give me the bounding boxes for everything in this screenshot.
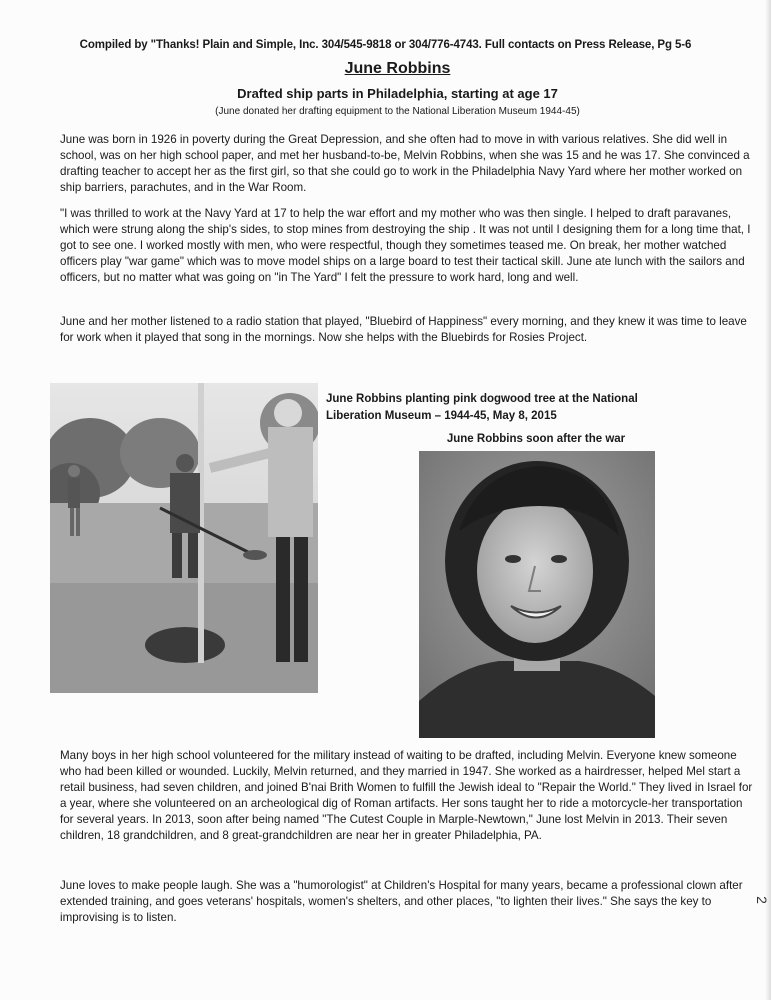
portrait-photo-caption: June Robbins soon after the war bbox=[446, 433, 626, 445]
page-title: June Robbins bbox=[344, 60, 451, 77]
paragraph-navy-yard-quote: "I was thrilled to work at the Navy Yard at 17 to help the war effort and my mother who was then single. I helped to draft paravanes, which were strung along the ship's sides, to stop mines from destroying the ship . It was not until I designing them for a long time that, I got to see one. I worked mostly with men, who were respectful, though they sometimes teased me. On break, her mother watched officers play "war game" which was to move model ships on a large board to test their tactical skill. June ate lunch with the sailors and officers, but no matter what was going on "in The Yard" I felt the pressure to work hard, long and well. bbox=[60, 207, 751, 284]
paragraph-bluebird: June and her mother listened to a radio station that played, "Bluebird of Happiness" every morning, and they knew it was time to leave for work when it played that song in the mornings. Now she helps with the Bluebirds for Rosies Project. bbox=[60, 315, 747, 344]
page-subtitle: Drafted ship parts in Philadelphia, starting at age 17 bbox=[237, 86, 558, 101]
paragraph-marriage-family: Many boys in her high school volunteered for the military instead of waiting to be drafted, including Melvin. Everyone knew someone who had been killed or wounded. Luckily, Melvin returned, and they married in 1947. She worked as a hairdresser, helped Mel start a retail business, had seven children, and joined B'nai Brith Women to fulfill the Jewish ideal to "Repair the World." They lived in Israel for a year, where she volunteered on an archeological dig of Roman artifacts. Her sons taught her to ride a motorcycle-her transportation for several years. In 2013, soon after being named "The Cutest Couple in Marple-Newtown," June lost Melvin in 2013. Their seven children, 18 grandchildren, and 8 great-grandchildren are near her in greater Philadelphia, PA. bbox=[60, 749, 753, 842]
handwritten-page-mark: 2 bbox=[753, 896, 770, 904]
tree-planting-photo bbox=[50, 383, 318, 693]
portrait-photo bbox=[419, 451, 655, 738]
compiled-by-line: Compiled by "Thanks! Plain and Simple, Inc. 304/545-9818 or 304/776-4743. Full contacts on Press Release, Pg 5-6 bbox=[79, 39, 692, 51]
donation-note: (June donated her drafting equipment to the National Liberation Museum 1944-45) bbox=[215, 106, 580, 117]
paragraph-early-life: June was born in 1926 in poverty during the Great Depression, and she often had to move in with various relatives. She did well in school, was on her high school paper, and met her husband-to-be, Melvin Robbins, when she was 15 and he was 17. She convinced a drafting teacher to accept her as the first girl, so that she could go to work in the Philadelphia Navy Yard where her mother worked on ship barriers, parachutes, and in the War Room. bbox=[60, 133, 750, 194]
tree-photo-caption: June Robbins planting pink dogwood tree at the National Liberation Museum – 1944-45, May 8, 2015 bbox=[326, 393, 638, 422]
paragraph-humorologist: June loves to make people laugh. She was a "humorologist" at Children's Hospital for many years, became a professional clown after extended training, and goes veterans' hospitals, women's shelters, and other places, "to lighten their lives." She says the key to improvising is to listen. bbox=[60, 879, 743, 924]
page-edge bbox=[765, 0, 771, 1000]
